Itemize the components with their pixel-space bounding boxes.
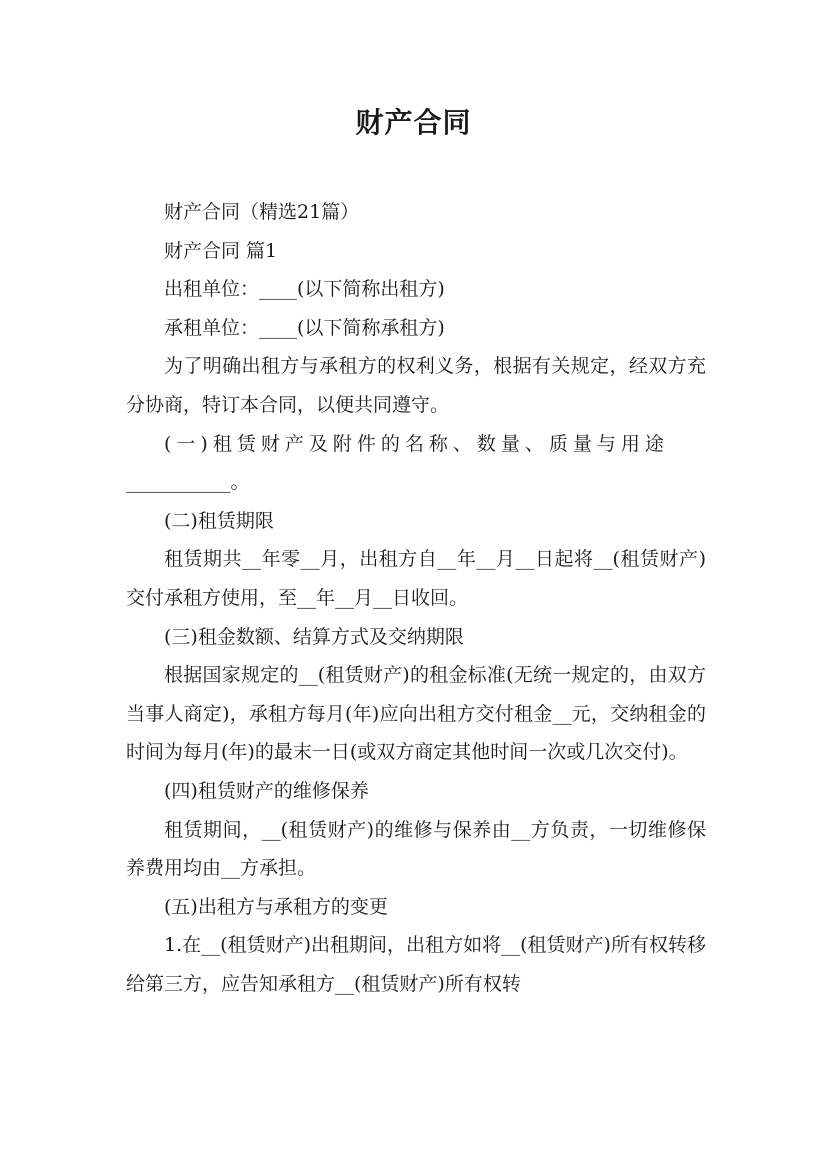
document-body bbox=[126, 193, 706, 1003]
paragraph-purpose: 为了明确出租方与承租方的权利义务，根据有关规定，经双方充分协商，特订本合同，以便共同遵守。 bbox=[126, 355, 706, 416]
document-title: 财产合同 bbox=[355, 106, 472, 139]
clause-5-heading: (五)出租方与承租方的变更 bbox=[164, 895, 388, 918]
clause-3-text: 根据国家规定的__(租赁财产)的租金标准(无统一规定的，由双方当事人商定)，承租方每月(年)应向出租方交付租金__元，交纳租金的时间为每月(年)的最末一日(或双方商定其他时间一次或几次交付)。 bbox=[126, 664, 706, 764]
clause-2-text: 租赁期共__年零__月，出租方自__年__月__日起将__(租赁财产)交付承租方使用，至__年__月__日收回。 bbox=[126, 548, 706, 609]
clause-1-blank: ___________。 bbox=[126, 471, 250, 494]
paragraph-lessor: 出租单位：____(以下简称出租方) bbox=[164, 278, 445, 301]
clause-4-heading: (四)租赁财产的维修保养 bbox=[164, 779, 369, 802]
clause-2-heading: (二)租赁期限 bbox=[164, 509, 274, 532]
clause-5-item-1: 1.在__(租赁财产)出租期间，出租方如将__(租赁财产)所有权转移给第三方，应告知承租方__(租赁财产)所有权转 bbox=[126, 934, 706, 995]
paragraph-section-heading: 财产合同 篇1 bbox=[164, 239, 278, 262]
clause-1-heading: (一)租赁财产及附件的名称、数量、质量与用途 bbox=[164, 432, 669, 455]
paragraph-subtitle: 财产合同（精选21篇） bbox=[164, 201, 360, 223]
paragraph-lessee: 承租单位：____(以下简称承租方) bbox=[164, 316, 445, 339]
clause-3-heading: (三)租金数额、结算方式及交纳期限 bbox=[164, 625, 464, 648]
clause-4-text: 租赁期间，__(租赁财产)的维修与保养由__方负责，一切维修保养费用均由__方承担。 bbox=[126, 818, 706, 880]
